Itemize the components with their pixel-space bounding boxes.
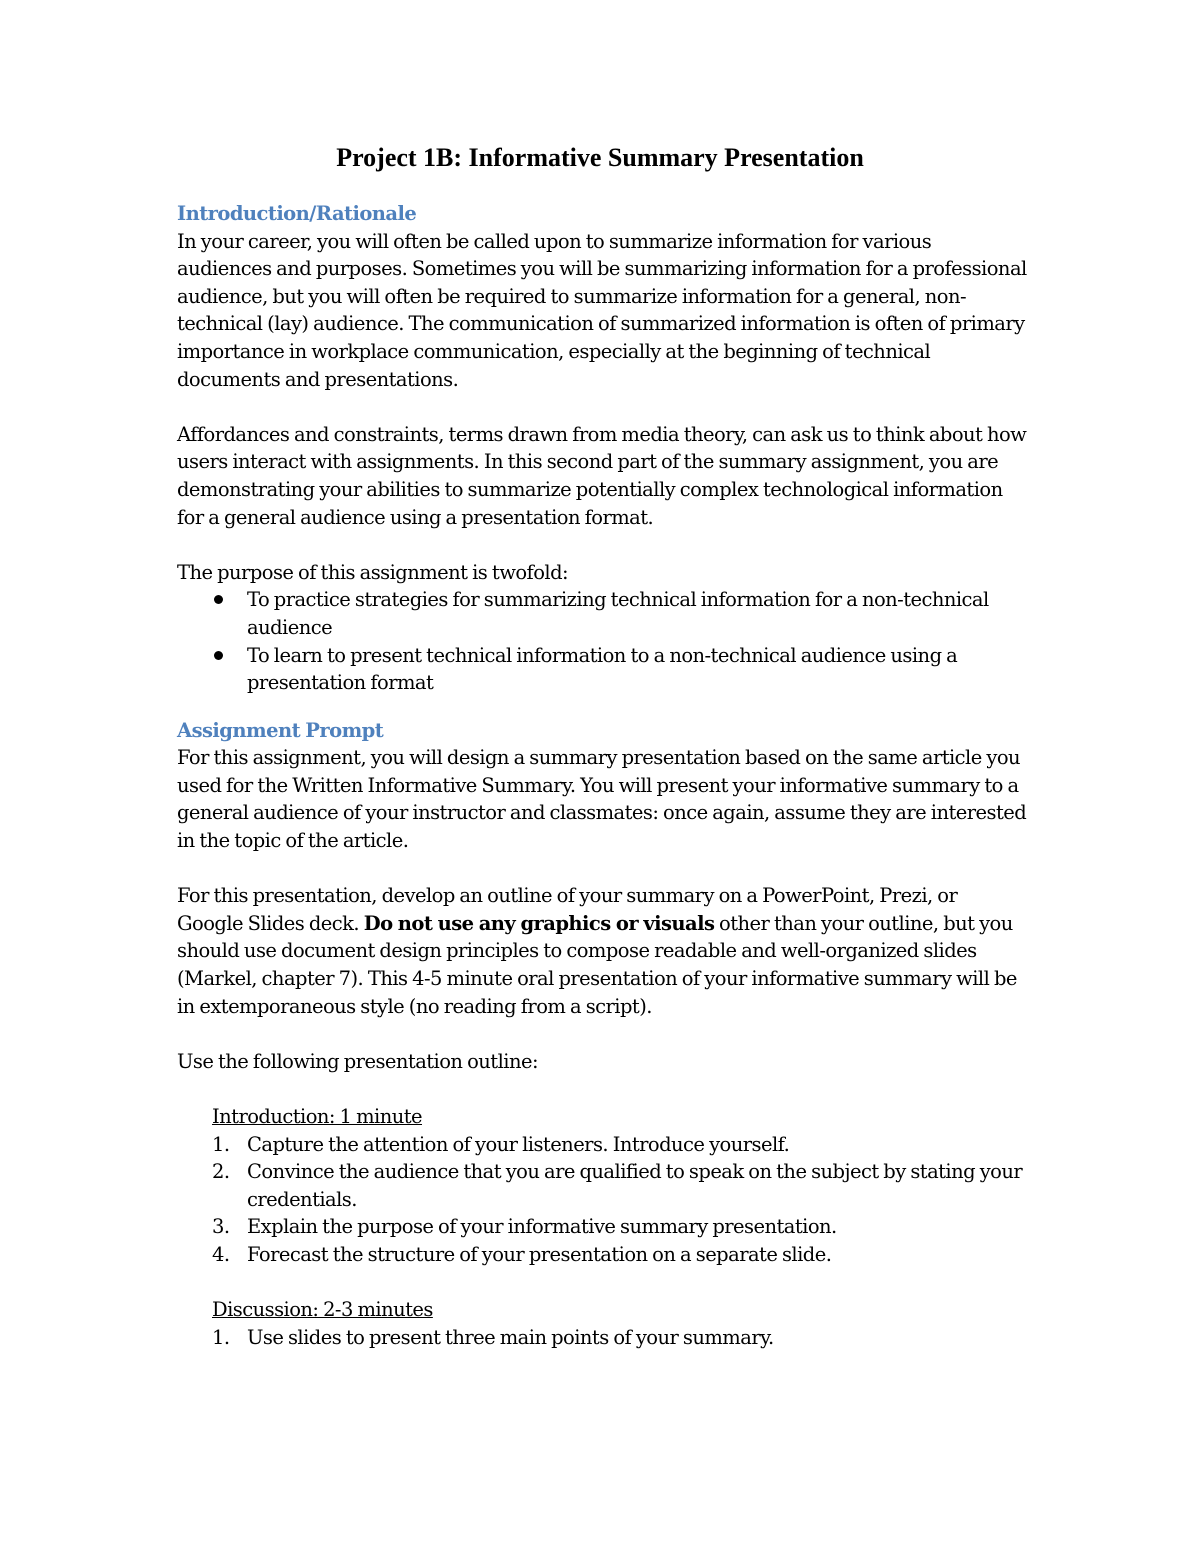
- bullet-icon: [214, 595, 223, 604]
- outline-introduction-heading: Introduction: 1 minute: [212, 1105, 422, 1128]
- purpose-bullet-list: [177, 586, 1027, 696]
- list-item-text: Convince the audience that you are qualified to speak on the subject by stating your credentials.: [247, 1160, 1023, 1211]
- list-item-text: Explain the purpose of your informative summary presentation.: [247, 1215, 837, 1239]
- outline-discussion-heading: Discussion: 2-3 minutes: [212, 1298, 433, 1322]
- document-title: Project 1B: Informative Summary Presentation: [336, 143, 864, 172]
- list-item: [177, 642, 1027, 697]
- section-heading-assignment-prompt: Assignment Prompt: [177, 718, 384, 742]
- purpose-intro: The purpose of this assignment is twofold:: [177, 560, 569, 584]
- bullet-text: To learn to present technical information to a non-technical audience using a presentation format: [247, 643, 958, 695]
- list-number: 1.: [212, 1325, 230, 1349]
- prompt-paragraph-2-end: other than your outline, but you should use document design principles to compose readable and well-organized slides (Markel, chapter 7). This 4-5 minute oral presentation of your informative summary will be in extemporaneous style (no reading from a script).: [177, 911, 1017, 1018]
- bullet-text: To practice strategies for summarizing technical information for a non-technical audience: [247, 588, 989, 639]
- prompt-paragraph-2-start: For this presentation, develop an outline of your summary on a PowerPoint, Prezi, or Google Slides deck.: [177, 884, 958, 935]
- list-number: 4.: [212, 1242, 230, 1266]
- outline-intro: Use the following presentation outline:: [177, 1049, 538, 1073]
- list-number: 3.: [212, 1215, 230, 1239]
- introduction-list: [177, 1131, 1027, 1269]
- list-item: [177, 1158, 1027, 1213]
- prompt-paragraph-2-bold: Do not use any graphics or visuals: [363, 911, 715, 935]
- list-item-text: Capture the attention of your listeners. Introduce yourself.: [247, 1132, 790, 1156]
- list-item: [177, 586, 1027, 641]
- list-number: 2.: [212, 1160, 230, 1184]
- list-item: [177, 1324, 1027, 1352]
- list-item-text: Forecast the structure of your presentation on a separate slide.: [247, 1242, 832, 1266]
- list-item: [177, 1241, 1027, 1269]
- list-item: [177, 1131, 1027, 1159]
- section-heading-introduction-rationale: Introduction/Rationale: [177, 202, 417, 225]
- discussion-list: [177, 1324, 1027, 1352]
- prompt-paragraph-1: For this assignment, you will design a summary presentation based on the same article you used for the Written Informative Summary. You will present your informative summary to a general audience of your instructor and classmates: once again, assume they are interested in the topic of the article.: [177, 746, 1027, 853]
- bullet-icon: [214, 651, 223, 660]
- list-item-text: Use slides to present three main points of your summary.: [247, 1325, 774, 1349]
- list-item: [177, 1213, 1027, 1241]
- rationale-paragraph-1: In your career, you will often be called upon to summarize information for various audiences and purposes. Sometimes you will be summarizing information for a professional audience, but you will often be required to summarize information for a general, non-technical (lay) audience. The communication of summarized information is often of primary importance in workplace communication, especially at the beginning of technical documents and presentations.: [177, 229, 1027, 391]
- document-body: [177, 200, 1027, 1351]
- prompt-paragraph-2: [177, 882, 1027, 1020]
- list-number: 1.: [212, 1132, 230, 1156]
- rationale-paragraph-2: Affordances and constraints, terms drawn from media theory, can ask us to think about how users interact with assignments. In this second part of the summary assignment, you are demonstrating your abilities to summarize potentially complex technological information for a general audience using a presentation format.: [177, 422, 1027, 529]
